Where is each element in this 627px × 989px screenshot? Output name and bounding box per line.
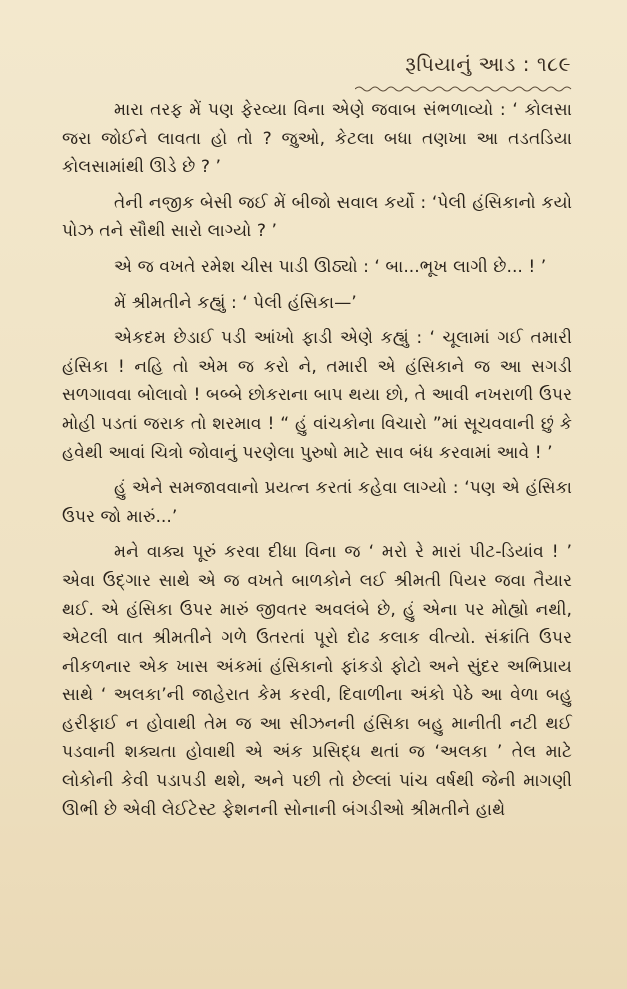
paragraph-6: હું એને સમજાવવાનો પ્રયત્ન કરતાં કહેવા લાગ્યો : ‘પણ એ હંસિકા ઉપર જો મારું...’: [62, 478, 572, 527]
paragraph-5: એકદમ છેડાઈ પડી આંખો ફાડી એણે કહ્યું : ‘ ચૂલામાં ગઈ તમારી હંસિકા ! નહિ તો એમ જ કરો ને, તમારી એ હંસિકાને જ આ સગડી સળગાવવા બોલાવો ! બબ્બે છોકરાના બાપ થયા છો, તે આવી નખરાળી ઉપર મોહી પડતાં જરાક તો શરમાવ ! “ હું વાંચકોના વિચારો ”માં સૂચવવાની છું કે હવેથી આવાં ચિત્રો જોવાનું પરણેલા પુરુષો માટે સાવ બંધ કરવામાં આવે ! ’: [62, 328, 572, 463]
header-underline-ornament: [355, 85, 575, 93]
page-body: [62, 96, 572, 824]
paragraph-4: મેં શ્રીમતીને કહ્યું : ‘ પેલી હંસિકા—’: [114, 292, 357, 313]
paragraph-3: એ જ વખતે રમેશ ચીસ પાડી ઊઠ્યો : ‘ બા...ભૂખ લાગી છે... ! ’: [114, 256, 547, 277]
paragraph-1: મારા તરફ મેં પણ ફેરવ્યા વિના એણે જવાબ સંભળાવ્યો : ‘ કોલસા જરા જોઈને લાવતા હો તો ? જુઓ, કેટલા બધા તણખા આ તડતડિયા કોલસામાંથી ઊડે છે ? ’: [62, 100, 572, 178]
paragraph-2: તેની નજીક બેસી જઈ મેં બીજો સવાલ કર્યો : ‘પેલી હંસિકાનો કયો પોઝ તને સૌથી સારો લાગ્યો ? ’: [62, 192, 572, 242]
running-header: રૂપિયાનું આડ : ૧૮૯: [405, 52, 571, 76]
paragraph-7: મને વાક્ય પૂરું કરવા દીધા વિના જ ‘ મરો રે મારાં પીટ-ડિયાંવ ! ’ એવા ઉદ્ગાર સાથે એ જ વખતે બાળકોને લઈ શ્રીમતી પિયર જવા તૈયાર થઈ. એ હંસિકા ઉપર મારું જીવતર અવલંબે છે, હું એના પર મોહ્યો નથી, એટલી વાત શ્રીમતીને ગળે ઉતરતાં પૂરો દોઢ કલાક વીત્યો. સંક્રાંતિ ઉપર નીકળનાર એક ખાસ અંકમાં હંસિકાનો ફાંકડો ફોટો અને સુંદર અભિપ્રાય સાથે ‘ અલકા’ની જાહેરાત કેમ કરવી, દિવાળીના અંકો પેઠે આ વેળા બહુ હરીફાઈ ન હોવાથી તેમ જ આ સીઝનની હંસિકા બહુ માનીતી નટી થઈ પડવાની શક્યતા હોવાથી એ અંક પ્રસિદ્ધ થતાં જ ‘અલકા ’ તેલ માટે લોકોની કેવી પડાપડી થશે, અને પછી તો છેલ્લાં પાંચ વર્ષથી જેની માગણી ઊભી છે એવી લેઈટેસ્ટ ફેશનની સોનાની બંગડીઓ શ્રીમતીને હાથે: [62, 542, 572, 820]
